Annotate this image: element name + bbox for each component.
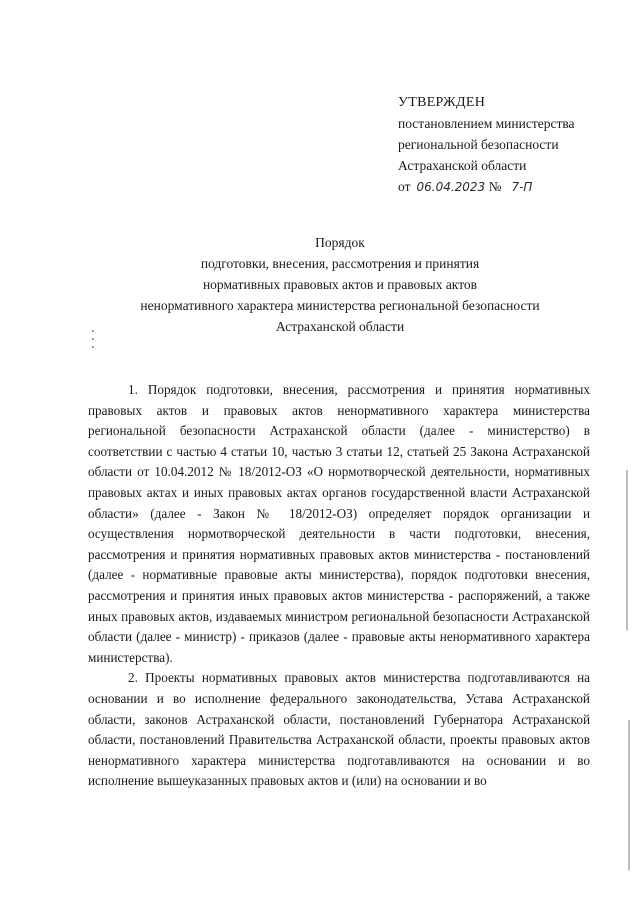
- scan-edge-mark: [628, 720, 630, 870]
- scan-mark: [92, 338, 94, 340]
- paragraph-2: 2. Проекты нормативных правовых актов министерства подготавливаются на основании и во исполнение федерального законодательства, Устава Астраханской области, законов Астраханской области, постановлений Губернатора Астраханской области, постановлений Правительства Астраханской области, проекты правовых актов ненормативного характера министерства подготавливаются на основании и во исполнение вышеуказанных правовых актов и (или) на основании и во: [88, 670, 590, 789]
- approval-date-line: [398, 176, 628, 198]
- paragraph-1: 1. Порядок подготовки, внесения, рассмотрения и принятия нормативных правовых актов и правовых актов ненормативного характера министерства региональной безопасности Астраханской области (далее - министерство) в соответствии с частью 4 статьи 10, частью 3 статьи 12, статьей 25 Закона Астраханской области от 10.04.2012 № 18/2012-ОЗ «О нормотворческой деятельности, нормативных правовых актах и иных правовых актах органов государственной власти Астраханской области» (далее - Закон № 18/2012-ОЗ) определяет порядок организации и осуществления нормотворческой деятельности в части подготовки, внесения, рассмотрения и принятия нормативных правовых актов министерства - постановлений (далее - нормативные правовые акты министерства), порядок подготовки внесения, рассмотрения и принятия иных правовых актов министерства - распоряжений, а также иных правовых актов, издаваемых министром региональной безопасности Астраханской области (далее - министр) - приказов (далее - правовые акты ненормативного характера министерства).: [88, 382, 590, 665]
- approval-line-1: постановлением министерства: [398, 116, 575, 131]
- scan-edge-mark: [626, 470, 628, 630]
- date-prefix: от: [398, 179, 411, 194]
- scan-mark: [92, 330, 94, 332]
- title-line-4: ненормативного характера министерства региональной безопасности: [140, 298, 540, 313]
- approval-line-2: региональной безопасности: [398, 137, 559, 152]
- document-body: [88, 380, 590, 792]
- number-prefix: №: [488, 179, 502, 194]
- title-line-3: нормативных правовых актов и правовых актов: [202, 277, 478, 292]
- scan-mark: [92, 346, 94, 348]
- approval-heading: УТВЕРЖДЕН: [398, 95, 486, 110]
- handwritten-date: 06.04.2023: [416, 180, 486, 194]
- handwritten-number: 7-П: [511, 180, 533, 194]
- document-title: [120, 232, 560, 337]
- approval-block: [398, 92, 628, 198]
- title-line-5: Астраханской области: [275, 319, 405, 334]
- title-line-2: подготовки, внесения, рассмотрения и принятия: [200, 256, 480, 271]
- approval-line-3: Астраханской области: [398, 158, 527, 173]
- title-line-1: Порядок: [315, 235, 365, 250]
